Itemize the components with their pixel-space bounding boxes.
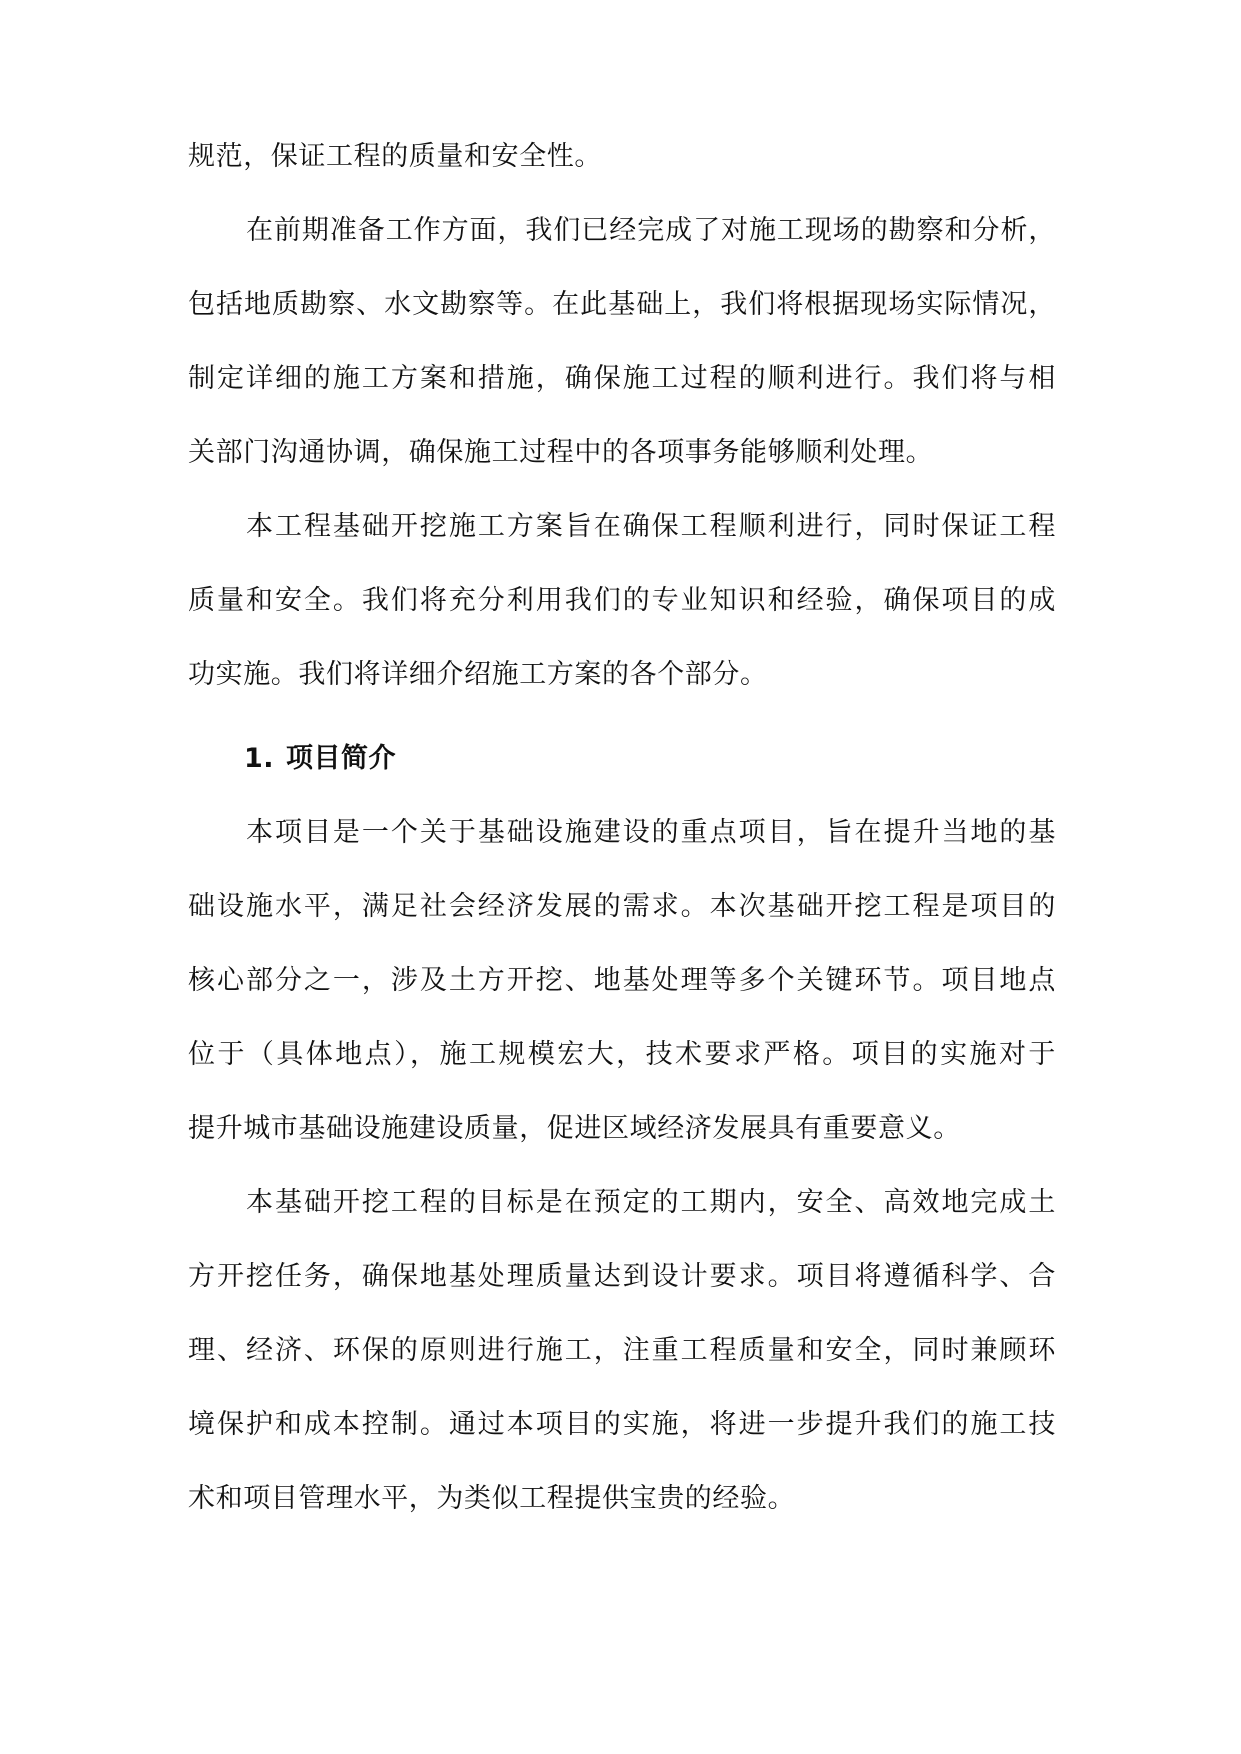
paragraph-line: 方开挖任务，确保地基处理质量达到设计要求。项目将遵循科学、合 bbox=[188, 1261, 1056, 1292]
section-title: 项目简介 bbox=[286, 743, 396, 774]
paragraph-line: 质量和安全。我们将充分利用我们的专业知识和经验，确保项目的成 bbox=[188, 585, 1056, 616]
section-number: 1. bbox=[244, 743, 275, 774]
section-heading bbox=[188, 740, 1056, 778]
paragraph-line: 制定详细的施工方案和措施，确保施工过程的顺利进行。我们将与相 bbox=[188, 363, 1056, 394]
paragraph-line: 功实施。我们将详细介绍施工方案的各个部分。 bbox=[188, 659, 768, 690]
paragraph-line: 位于（具体地点），施工规模宏大，技术要求严格。项目的实施对于 bbox=[188, 1039, 1056, 1070]
paragraph-line: 术和项目管理水平，为类似工程提供宝贵的经验。 bbox=[188, 1483, 796, 1514]
paragraph-line: 本基础开挖工程的目标是在预定的工期内，安全、高效地完成土 bbox=[246, 1187, 1056, 1218]
paragraph-line: 提升城市基础设施建设质量，促进区域经济发展具有重要意义。 bbox=[188, 1113, 961, 1144]
document-body bbox=[188, 138, 1056, 1554]
paragraph-line: 在前期准备工作方面，我们已经完成了对施工现场的勘察和分析， bbox=[246, 215, 1056, 246]
paragraph-line: 境保护和成本控制。通过本项目的实施，将进一步提升我们的施工技 bbox=[188, 1409, 1056, 1440]
paragraph-line: 理、经济、环保的原则进行施工，注重工程质量和安全，同时兼顾环 bbox=[188, 1335, 1056, 1366]
paragraph-line: 本工程基础开挖施工方案旨在确保工程顺利进行，同时保证工程 bbox=[246, 511, 1056, 542]
paragraph-line: 规范，保证工程的质量和安全性。 bbox=[188, 141, 602, 172]
paragraph-line: 关部门沟通协调，确保施工过程中的各项事务能够顺利处理。 bbox=[188, 437, 934, 468]
paragraph-line: 本项目是一个关于基础设施建设的重点项目，旨在提升当地的基 bbox=[246, 817, 1056, 848]
paragraph-line: 包括地质勘察、水文勘察等。在此基础上，我们将根据现场实际情况， bbox=[188, 289, 1056, 320]
paragraph-line: 核心部分之一，涉及土方开挖、地基处理等多个关键环节。项目地点 bbox=[188, 965, 1056, 996]
paragraph-line: 础设施水平，满足社会经济发展的需求。本次基础开挖工程是项目的 bbox=[188, 891, 1056, 922]
